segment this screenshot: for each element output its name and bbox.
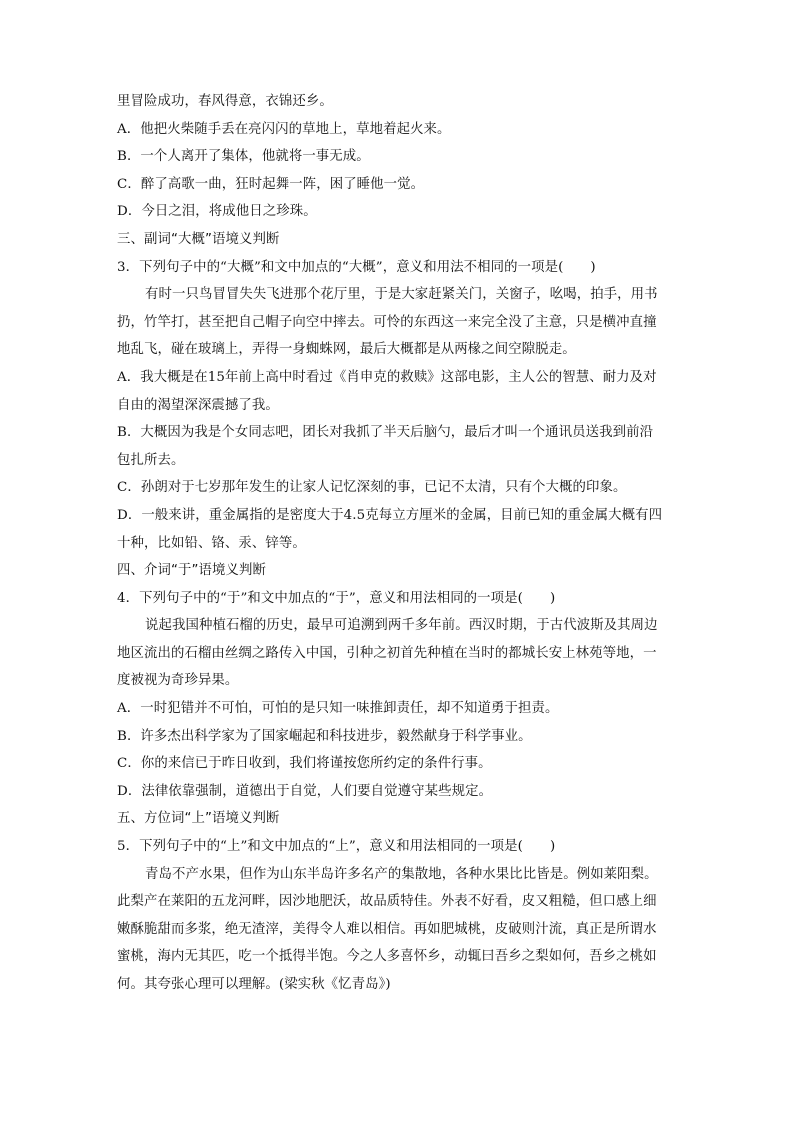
text-line: 地区流出的石榴由丝绸之路传入中国，引种之初首先种植在当时的都城长安上林苑等地，一: [117, 645, 657, 661]
text-line: 说起我国种植石榴的历史，最早可追溯到两千多年前。西汉时期，于古代波斯及其周边: [145, 618, 658, 634]
text-line: B．大概因为我是个女同志吧，团长对我抓了半天后脑勺，最后才叫一个通讯员送我到前沿: [117, 425, 654, 441]
text-line: B．许多杰出科学家为了国家崛起和科技进步，毅然献身于科学事业。: [117, 728, 532, 744]
text-line: A．一时犯错并不可怕，可怕的是只知一味推卸责任，却不知道勇于担责。: [117, 701, 559, 717]
text-line: A．他把火柴随手丢在亮闪闪的草地上，草地着起火来。: [117, 121, 451, 137]
text-line: 4．下列句子中的“于”和文中加点的“于”，意义和用法相同的一项是( ): [117, 590, 556, 606]
text-line: 里冒险成功，春风得意，衣锦还乡。: [117, 94, 333, 109]
text-line: 3．下列句子中的“大概”和文中加点的“大概”，意义和用法不相同的一项是( ): [117, 259, 596, 275]
text-line: C．孙朗对于七岁那年发生的让家人记忆深刻的事，已记不太清，只有个大概的印象。: [117, 480, 627, 496]
text-line: 十种，比如铅、铬、汞、锌等。: [117, 535, 306, 551]
text-line: 此梨产在莱阳的五龙河畔，因沙地肥沃，故品质特佳。外表不好看，皮又粗糙，但口感上细: [117, 894, 657, 910]
text-line: 有时一只鸟冒冒失失飞进那个花厅里，于是大家赶紧关门，关窗子，吆喝，拍手，用书: [145, 287, 658, 303]
text-line: A．我大概是在15年前上高中时看过《肖申克的救赎》这部电影，主人公的智慧、耐力及对: [117, 369, 657, 385]
document-page: [117, 88, 682, 999]
text-line: C．醉了高歌一曲，狂时起舞一阵，困了睡他一觉。: [117, 176, 425, 192]
section-heading: 四、介词“于”语境义判断: [117, 563, 266, 579]
section-heading: 三、副词“大概”语境义判断: [117, 231, 280, 247]
text-line: 嫩酥脆甜而多浆，绝无渣滓，美得令人难以相信。再如肥城桃，皮破则汁流，真正是所谓水: [117, 921, 657, 937]
text-line: 地乱飞，碰在玻璃上，弄得一身蜘蛛网，最后大概都是从两椽之间空隙脱走。: [117, 342, 576, 358]
text-line: B．一个人离开了集体，他就将一事无成。: [117, 149, 370, 165]
text-line: 自由的渴望深深震撼了我。: [117, 397, 279, 413]
text-line: 5．下列句子中的“上”和文中加点的“上”，意义和用法相同的一项是( ): [117, 839, 556, 855]
text-line: 蜜桃，海内无其匹，吃一个抵得半饱。今之人多喜怀乡，动辄曰吾乡之梨如何，吾乡之桃如: [117, 949, 657, 965]
text-line: D．一般来讲，重金属指的是密度大于4.5克每立方厘米的金属，目前已知的重金属大概有四: [117, 507, 663, 523]
text-line: C．你的来信已于昨日收到，我们将谨按您所约定的条件行事。: [117, 756, 492, 772]
text-line: D．法律依靠强制，道德出于自觉，人们要自觉遵守某些规定。: [117, 783, 493, 799]
text-line: 包扎所去。: [117, 452, 185, 468]
text-line: 扔，竹竿打，甚至把自己帽子向空中摔去。可怜的东西这一来完全没了主意，只是横冲直撞: [117, 314, 657, 330]
section-heading: 五、方位词“上”语境义判断: [117, 811, 280, 827]
text-line: 青岛不产水果，但作为山东半岛许多名产的集散地，各种水果比比皆是。例如莱阳梨。: [145, 866, 658, 882]
text-line: 何。其夸张心理可以理解。(梁实秋《忆青岛》): [117, 977, 391, 992]
text-line: D．今日之泪，将成他日之珍珠。: [117, 204, 317, 220]
text-line: 度被视为奇珍异果。: [117, 673, 239, 689]
